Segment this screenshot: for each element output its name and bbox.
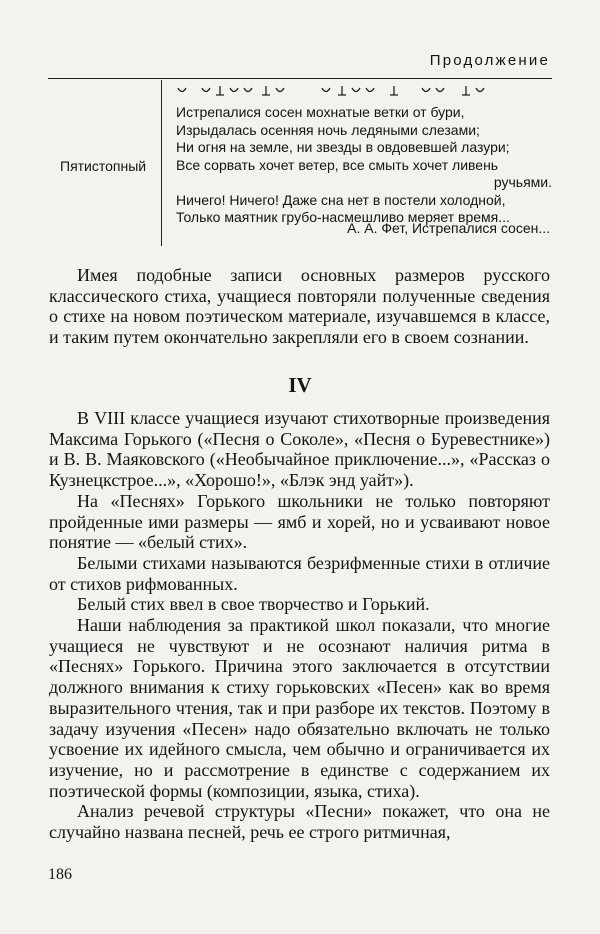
poem-line: Все сорвать хочет ветер, все смыть хочет ливень: [176, 156, 499, 173]
table-column-divider: [161, 80, 162, 246]
paragraph: Имея подобные записи основных размеров русского классического стиха, учащиеся повторяли полученные сведения о стихе на новом поэтическом материале, изучавшемся в классе, и таким путем окончательно закрепляли его в своем сознании.: [49, 265, 550, 348]
poem-attribution: А. А. Фет, Истрепалися сосен...: [347, 220, 550, 236]
paragraph: Белый стих ввел в свое творчество и Горький.: [77, 594, 430, 615]
poem-excerpt: [176, 104, 552, 227]
scansion-marks: [172, 82, 552, 102]
poem-line-continuation: ручьями.: [493, 174, 552, 190]
meter-label: Пятистопный: [60, 158, 147, 174]
paragraph: Анализ речевой структуры «Песни» покажет, что она не случайно названа песней, речь ее строго ритмичная,: [49, 801, 550, 843]
section-heading: IV: [288, 373, 312, 397]
paragraph: В VIII классе учащиеся изучают стихотворные произведения Максима Горького («Песня о Соколе», «Песня о Буревестнике») и В. В. Маяковского («Необычайное приключение...», «Рассказ о Кузнецкстрое...», «Хорошо!», «Блэк энд уайт»).: [49, 408, 550, 491]
intro-text: [49, 265, 550, 348]
paragraph: Наши наблюдения за практикой школ показали, что многие учащиеся не чувствуют и не осознают наличия ритма в «Песнях» Горького. Причина этого заключается в отсутствии должного внимания к стиху горьковских «Песен» как во время выразительного чтения, так и при разборе их текстов. Поэтому в задачу изучения «Песен» надо обязательно включать не только усвоение их идейного смысла, чем обычно и ограничивается их изучение, но и рассмотрение в единстве с содержанием их поэтической формы (композиции, языка, стиха).: [49, 615, 550, 801]
page-number: 186: [48, 866, 72, 883]
poem-line: Изрыдалась осенняя ночь ледяными слезами;: [176, 121, 480, 138]
main-text: [49, 408, 550, 843]
table-top-rule: [48, 78, 552, 79]
paragraph: На «Песнях» Горького школьники не только повторяют пройденные ими размеры — ямб и хорей, но и усваивают новое понятие — «белый стих».: [49, 490, 550, 553]
poem-line: Только маятник грубо-насмешливо меряет время...: [176, 209, 510, 225]
running-head: Продолжение: [429, 52, 550, 69]
poem-line: Ни огня на земле, ни звезды в овдовевшей лазури;: [176, 139, 510, 155]
poem-line: Ничего! Ничего! Даже сна нет в постели холодной,: [176, 191, 506, 208]
paragraph: Белыми стихами называются безрифменные стихи в отличие от стихов рифмованных.: [49, 552, 550, 594]
poem-line: Истрепалися сосен мохнатые ветки от бури,: [176, 104, 465, 120]
